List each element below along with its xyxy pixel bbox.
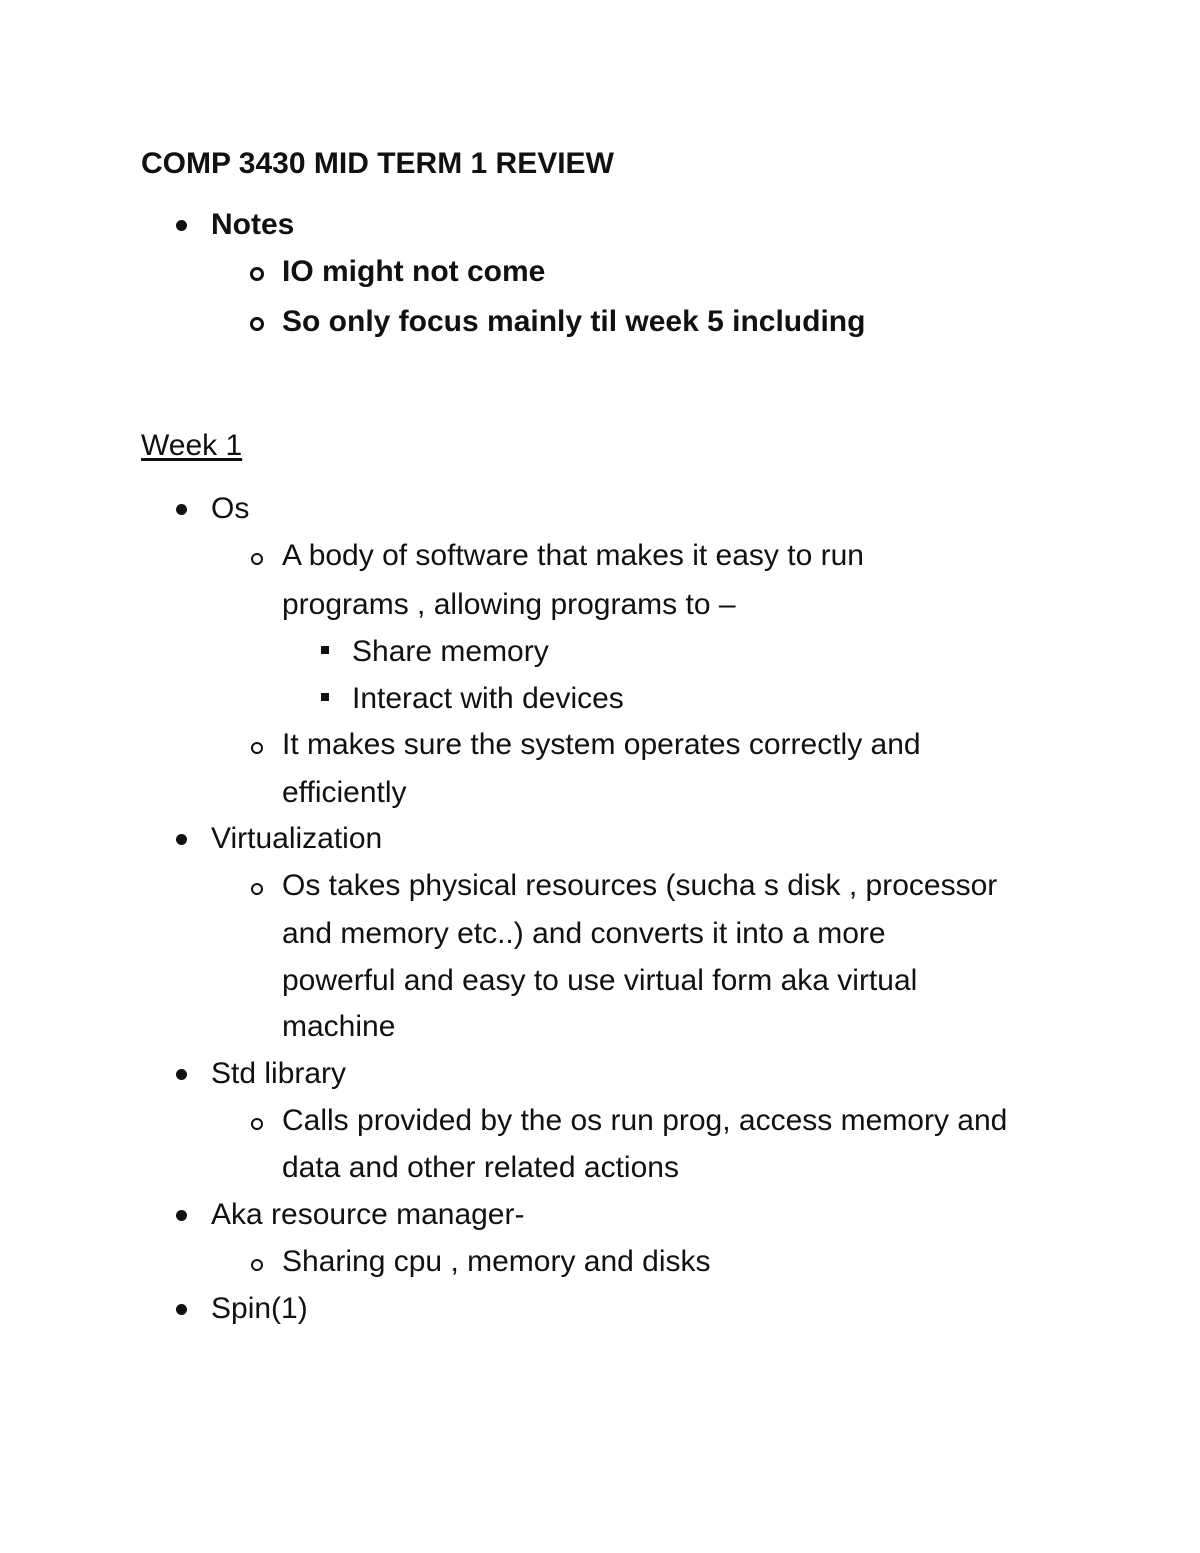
bullet-icon [176,1069,187,1080]
os-definition-line: A body of software that makes it easy to run [282,539,864,572]
bullet-icon [176,504,187,515]
virtualization-line: powerful and easy to use virtual form aka virtual [282,964,918,997]
stdlib-line: Calls provided by the os run prog, access memory and [282,1104,1008,1137]
virtualization-line: and memory etc..) and converts it into a more [282,917,886,950]
notes-label: Notes [211,208,295,241]
hollow-bullet-icon [251,1259,263,1271]
bullet-icon [176,1304,187,1315]
bullet-icon [176,834,187,845]
virtualization-label: Virtualization [211,822,383,855]
hollow-bullet-icon [251,553,263,565]
os-definition-line: programs , allowing programs to – [282,588,736,621]
square-bullet-icon [321,646,329,654]
stdlib-label: Std library [211,1057,347,1090]
square-bullet-icon [321,693,329,701]
os-correct-line: It makes sure the system operates correctly and [282,728,921,761]
hollow-bullet-icon [251,1118,263,1130]
hollow-bullet-icon [250,317,264,331]
resource-manager-label: Aka resource manager- [211,1198,525,1231]
notes-item: So only focus mainly til week 5 including [282,305,866,338]
week-heading: Week 1 [141,429,243,462]
virtualization-line: Os takes physical resources (sucha s disk , processor [282,869,998,902]
hollow-bullet-icon [251,883,263,895]
hollow-bullet-icon [250,267,264,281]
os-sub-item: Interact with devices [352,682,624,715]
document-title: COMP 3430 MID TERM 1 REVIEW [141,147,614,180]
bullet-icon [176,1210,187,1221]
bullet-icon [176,220,187,231]
stdlib-line: data and other related actions [282,1151,679,1184]
spin-label: Spin(1) [211,1292,308,1325]
resource-manager-item: Sharing cpu , memory and disks [282,1245,711,1278]
os-sub-item: Share memory [352,635,549,668]
os-correct-line: efficiently [282,776,407,809]
virtualization-line: machine [282,1010,396,1043]
hollow-bullet-icon [251,742,263,754]
os-label: Os [211,492,250,525]
notes-item: IO might not come [282,255,546,288]
